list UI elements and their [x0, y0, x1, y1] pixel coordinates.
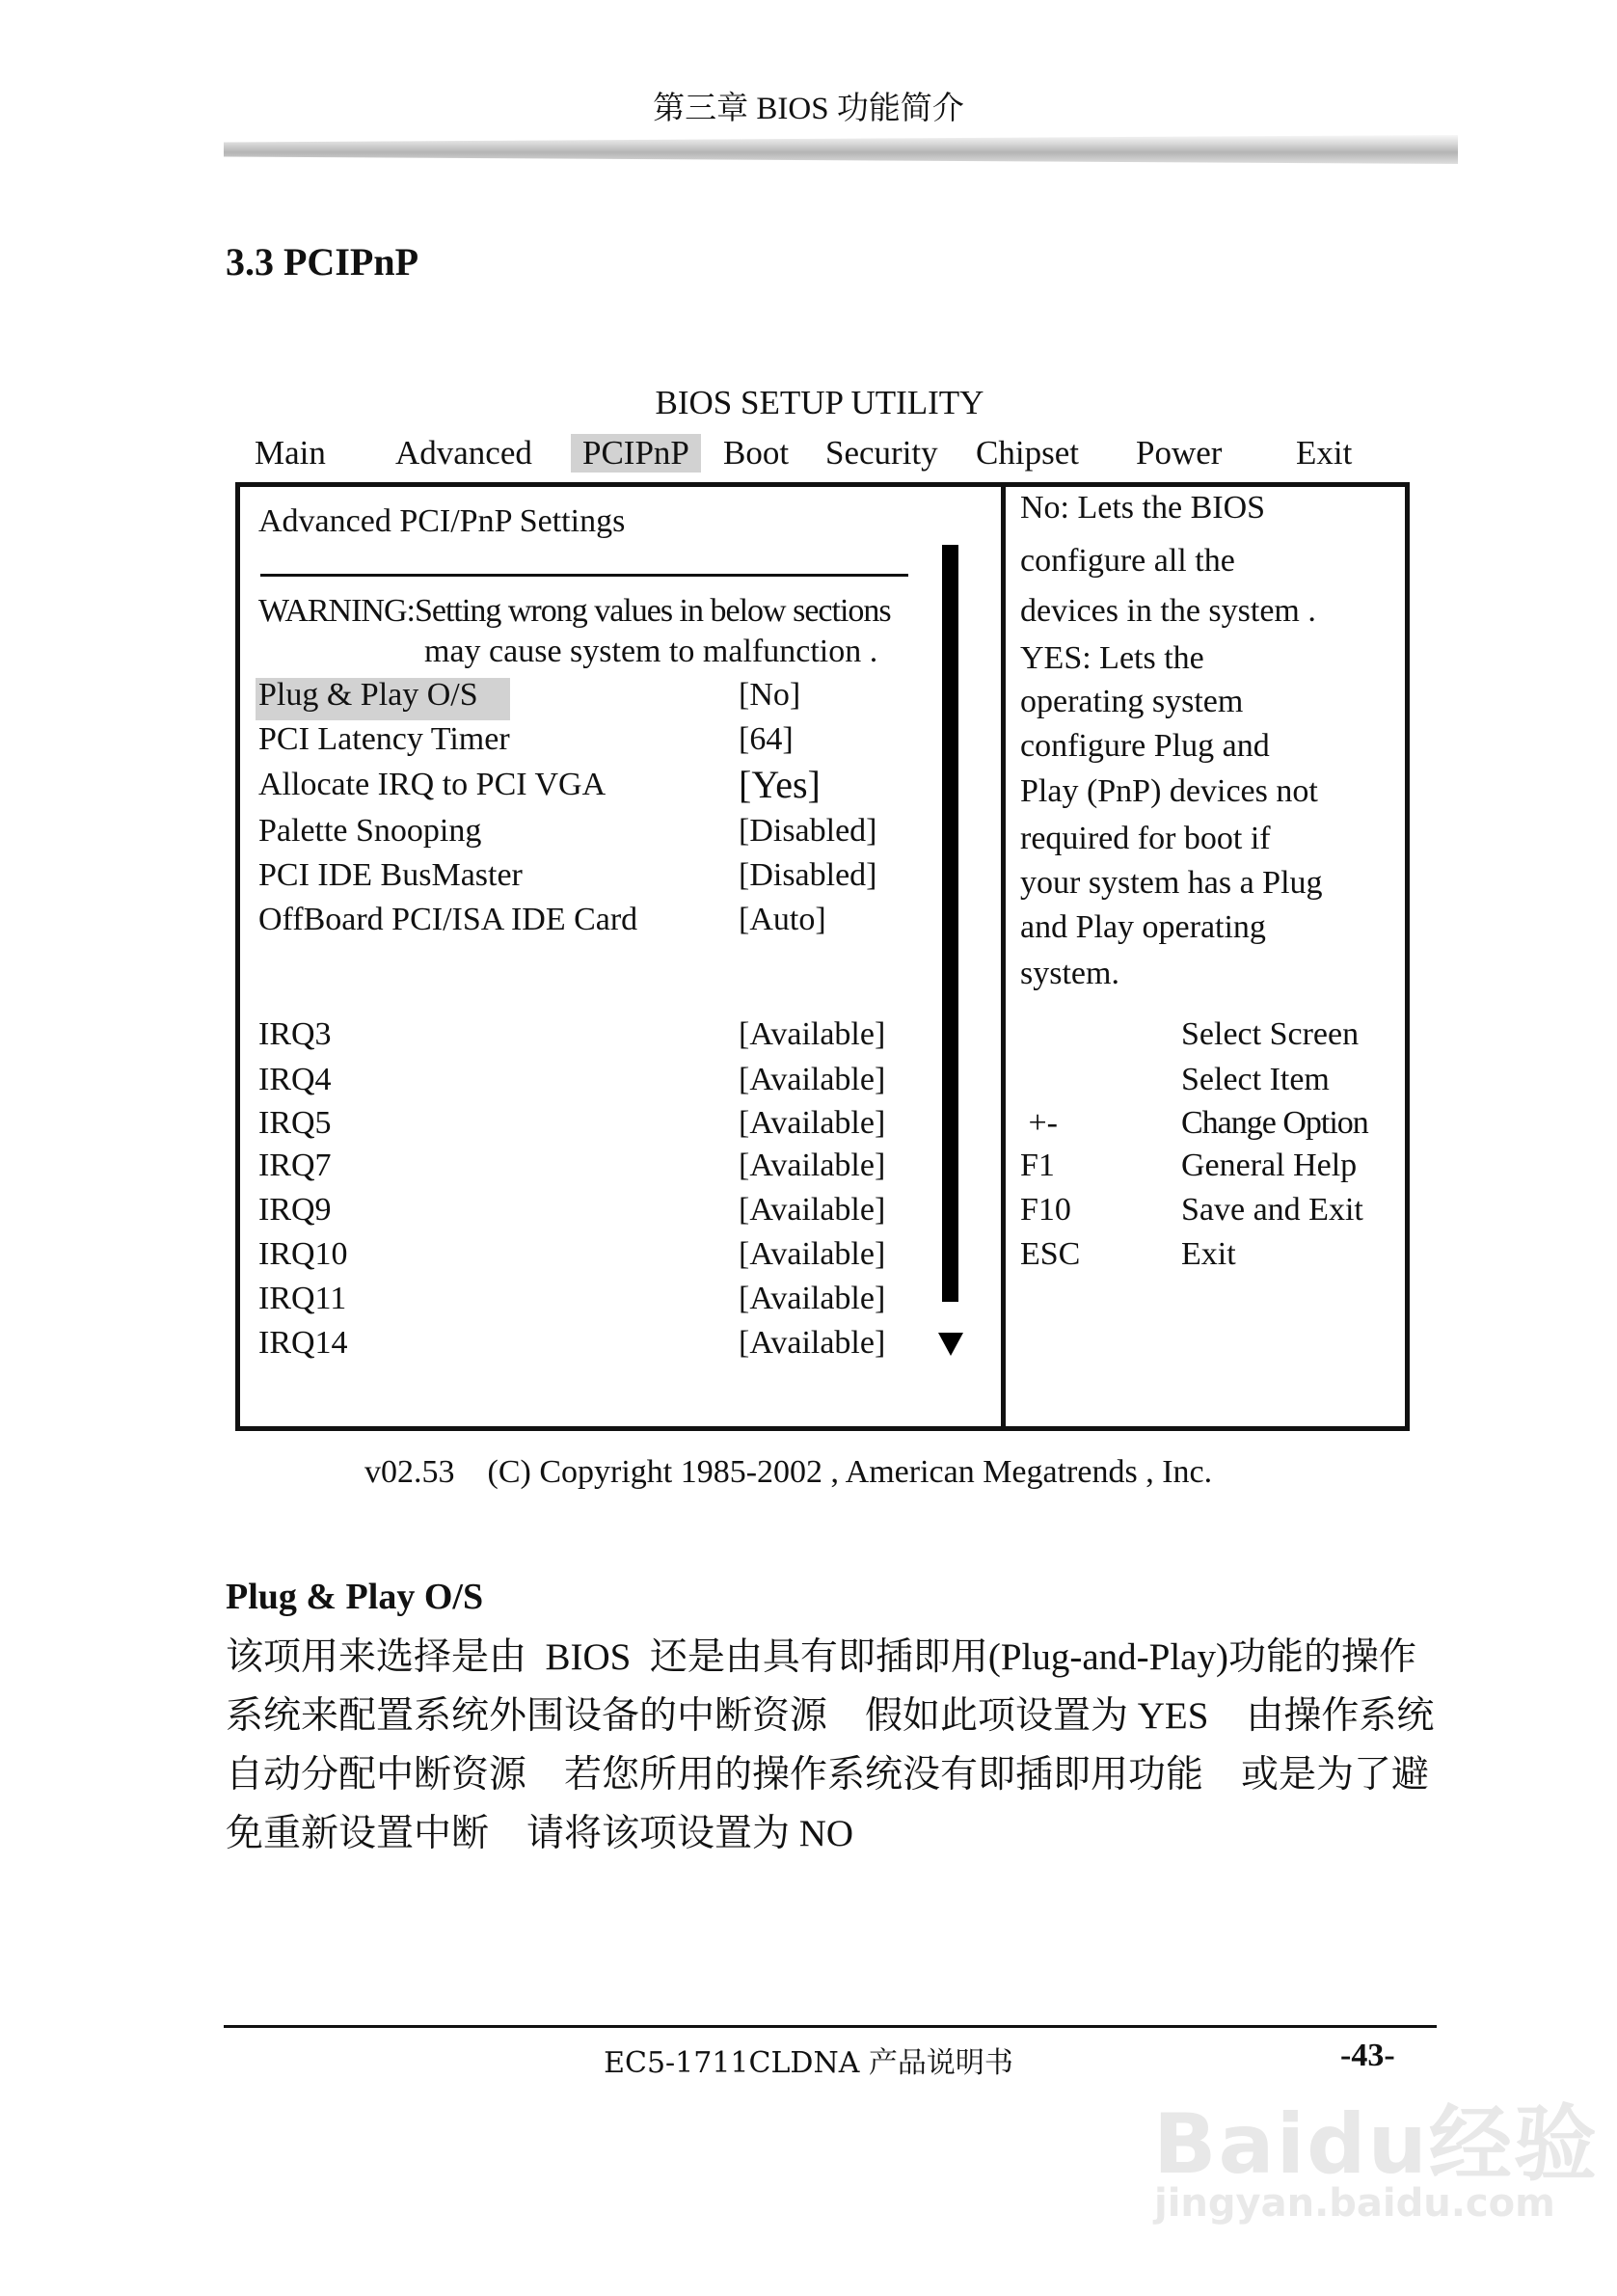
- setting-label-palette-snooping[interactable]: Palette Snooping: [258, 813, 482, 849]
- help-line: configure all the: [1020, 543, 1235, 579]
- irq-label[interactable]: IRQ5: [258, 1105, 332, 1141]
- irq-value[interactable]: [Available]: [739, 1192, 886, 1228]
- help-line: system.: [1020, 956, 1119, 991]
- page-number: -43-: [1340, 2038, 1395, 2073]
- irq-label[interactable]: IRQ4: [258, 1062, 332, 1097]
- option-description: 该项用来选择是由 BIOS 还是由具有即插即用(Plug-and-Play)功能的操作系统来配置系统外围设备的中断资源 假如此项设置为 YES 由操作系统自动分配中断资源 若您所用的操作系统没有即插即用功能 或是为了避免重新设置中断 请将该项设置为 NO: [226, 1636, 1435, 1854]
- menu-security[interactable]: Security: [825, 434, 938, 472]
- menu-power[interactable]: Power: [1136, 434, 1223, 472]
- irq-value[interactable]: [Available]: [739, 1105, 886, 1141]
- irq-value[interactable]: [Available]: [739, 1062, 886, 1097]
- irq-value[interactable]: [Available]: [739, 1016, 886, 1052]
- key-desc-general-help: General Help: [1181, 1148, 1358, 1183]
- irq-label[interactable]: IRQ11: [258, 1281, 347, 1316]
- irq-label[interactable]: IRQ14: [258, 1325, 348, 1361]
- irq-value[interactable]: [Available]: [739, 1148, 886, 1183]
- baidu-watermark-url: jingyan.baidu.com: [1154, 2181, 1555, 2226]
- help-line: devices in the system .: [1020, 593, 1316, 629]
- help-line: Play (PnP) devices not: [1020, 773, 1318, 809]
- help-line: No: Lets the BIOS: [1020, 490, 1266, 526]
- help-line: required for boot if: [1020, 821, 1271, 856]
- key-f1: F1: [1020, 1148, 1055, 1183]
- section-title: 3.3 PCIPnP: [226, 240, 418, 284]
- setting-label-allocate-irq-vga[interactable]: Allocate IRQ to PCI VGA: [258, 767, 606, 802]
- bios-panel-divider: [1001, 482, 1006, 1431]
- setting-label-pci-ide-busmaster[interactable]: PCI IDE BusMaster: [258, 857, 523, 893]
- setting-value-pci-latency-timer[interactable]: [64]: [739, 721, 794, 757]
- irq-label[interactable]: IRQ7: [258, 1148, 332, 1183]
- setting-value-plug-play-os[interactable]: [No]: [739, 677, 801, 713]
- bios-title: BIOS SETUP UTILITY: [655, 384, 984, 421]
- menu-advanced[interactable]: Advanced: [395, 434, 532, 472]
- setting-label-pci-latency-timer[interactable]: PCI Latency Timer: [258, 721, 510, 757]
- warning-line-1: WARNING:Setting wrong values in below sections: [258, 593, 891, 629]
- chapter-header: 第三章 BIOS 功能简介: [653, 92, 964, 126]
- key-desc-select-screen: Select Screen: [1181, 1016, 1360, 1052]
- help-line: configure Plug and: [1020, 728, 1270, 764]
- irq-label[interactable]: IRQ3: [258, 1016, 332, 1052]
- menu-exit[interactable]: Exit: [1296, 434, 1353, 472]
- footer-document-title: EC5-1711CLDNA 产品说明书: [604, 2046, 1013, 2080]
- menu-main[interactable]: Main: [255, 434, 326, 472]
- irq-value[interactable]: [Available]: [739, 1236, 886, 1272]
- option-heading: Plug & Play O/S: [226, 1577, 484, 1617]
- key-f10: F10: [1020, 1192, 1071, 1228]
- setting-label-offboard-ide-card[interactable]: OffBoard PCI/ISA IDE Card: [258, 902, 638, 937]
- setting-label-plug-play-os[interactable]: Plug & Play O/S: [258, 677, 478, 713]
- menu-pcipnp[interactable]: PCIPnP: [571, 434, 701, 473]
- scroll-down-arrow-icon[interactable]: [938, 1333, 963, 1356]
- heading-rule: [260, 574, 908, 577]
- irq-value[interactable]: [Available]: [739, 1281, 886, 1316]
- irq-label[interactable]: IRQ10: [258, 1236, 348, 1272]
- setting-value-offboard-ide-card[interactable]: [Auto]: [739, 902, 826, 937]
- panel-heading: Advanced PCI/PnP Settings: [258, 503, 626, 539]
- setting-value-pci-ide-busmaster[interactable]: [Disabled]: [739, 857, 877, 893]
- key-desc-select-item: Select Item: [1181, 1062, 1330, 1097]
- key-desc-save-exit: Save and Exit: [1181, 1192, 1363, 1228]
- key-desc-change-option: Change Option: [1181, 1105, 1368, 1141]
- menu-chipset[interactable]: Chipset: [976, 434, 1079, 472]
- copyright-line: v02.53 (C) Copyright 1985-2002 , American Megatrends , Inc.: [364, 1454, 1213, 1490]
- warning-line-2: may cause system to malfunction .: [424, 634, 878, 669]
- help-line: operating system: [1020, 684, 1244, 719]
- header-rule: [224, 135, 1458, 164]
- help-line: YES: Lets the: [1020, 640, 1204, 676]
- irq-label[interactable]: IRQ9: [258, 1192, 332, 1228]
- key-esc: ESC: [1020, 1236, 1081, 1272]
- key-desc-exit: Exit: [1181, 1236, 1236, 1272]
- menu-boot[interactable]: Boot: [723, 434, 790, 472]
- scrollbar[interactable]: [942, 545, 958, 1302]
- footer-rule: [224, 2025, 1437, 2028]
- setting-value-allocate-irq-vga[interactable]: [Yes]: [739, 763, 821, 806]
- help-line: your system has a Plug: [1020, 865, 1323, 901]
- baidu-watermark-logo: Baidu经验: [1153, 2096, 1599, 2193]
- help-line: and Play operating: [1020, 909, 1266, 945]
- key-plus-minus: +-: [1020, 1105, 1058, 1141]
- setting-value-palette-snooping[interactable]: [Disabled]: [739, 813, 877, 849]
- irq-value[interactable]: [Available]: [739, 1325, 886, 1361]
